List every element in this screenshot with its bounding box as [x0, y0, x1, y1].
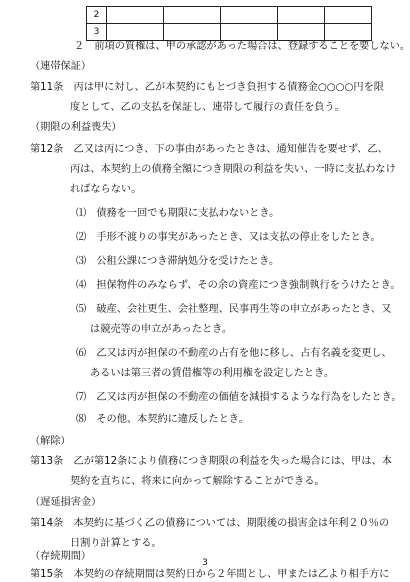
text-line: は競売等の申立があったとき。 — [90, 324, 233, 335]
text-line: （存続期間） — [30, 551, 92, 562]
table-cell — [164, 24, 221, 41]
table-cell — [278, 24, 325, 41]
text-line: 第13条 乙が第12条により債務につき期限の利益を失った場合には、甲は、本 — [30, 456, 392, 467]
text-line: 日割り計算とする。 — [70, 538, 162, 549]
text-line: ⑻ その他、本契約に違反したとき。 — [76, 414, 249, 425]
table-row — [87, 24, 372, 41]
text-line: あるいは第三者の賃借権等の利用権を設定したとき。 — [90, 368, 335, 379]
table-cell — [221, 24, 278, 41]
table-cell — [325, 24, 372, 41]
text-line: 第14条 本契約に基づく乙の債務については、期限後の損害金は年利２０％の — [30, 518, 390, 529]
text-line: ⑸ 破産、会社更生、会社整理、民事再生等の申立があったとき、又 — [76, 304, 392, 315]
table-cell — [107, 7, 164, 24]
text-line: ２ 前項の質権は、甲の承認があった場合は、登録することを要しない。 — [74, 41, 410, 52]
table-row-number: 3 — [87, 24, 107, 41]
text-line: 契約を直ちに、将来に向かって解除することができる。 — [70, 476, 325, 487]
text-line: 第11条 丙は甲に対し、乙が本契約にもとづき負担する債務金○○○○円を限 — [30, 82, 384, 93]
text-line: ⑶ 公租公課につき滞納処分を受けたとき。 — [76, 256, 280, 267]
table-cell — [221, 7, 278, 24]
table-cell — [107, 24, 164, 41]
text-line: （解除） — [30, 436, 71, 447]
text-line: （期限の利益喪失） — [30, 122, 122, 133]
table-row — [87, 7, 372, 24]
table-row-number: 2 — [87, 7, 107, 24]
text-line: （連帯保証） — [30, 61, 92, 72]
text-line: 度として、乙の支払を保証し、連帯して履行の責任を負う。 — [70, 102, 345, 113]
table-cell — [278, 7, 325, 24]
table-cell — [164, 7, 221, 24]
text-line: ⑷ 担保物件のみならず、その余の資産につき強制執行をうけたとき。 — [76, 280, 401, 291]
text-line: 第12条 乙又は丙につき、下の事由があったときは、通知催告を要せず、乙、 — [30, 144, 388, 155]
text-line: ⑹ 乙又は丙が担保の不動産の占有を他に移し、占有名義を変更し、 — [76, 348, 392, 359]
text-line: ⑴ 債務を一回でも期限に支払わないとき。 — [76, 208, 280, 219]
text-line: ればならない。 — [70, 184, 142, 195]
text-line: ⑺ 乙又は丙が担保の不動産の価値を減損するような行為をしたとき。 — [76, 392, 402, 403]
text-line: 第15条 本契約の存続期間は契約日から２年間とし、甲または乙より相手方に — [30, 569, 390, 580]
registration-table — [86, 6, 372, 41]
text-line: （遅延損害金） — [30, 497, 102, 508]
page-number: 3 — [202, 558, 208, 568]
table-cell — [325, 7, 372, 24]
text-line: ⑵ 手形不渡りの事実があったとき、又は支払の停止をしたとき。 — [76, 232, 381, 243]
text-line: 丙は、本契約上の債務全額につき期限の利益を失い、一時に支払わなけ — [70, 164, 396, 175]
